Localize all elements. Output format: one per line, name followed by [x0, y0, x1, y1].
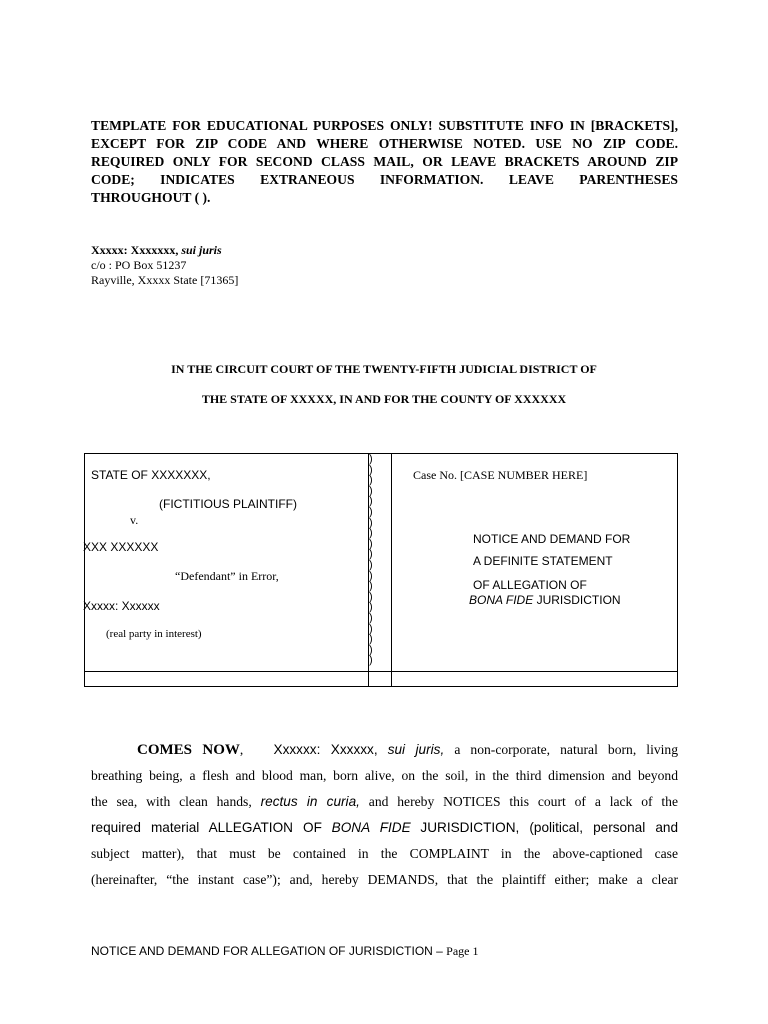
document-title-line3: OF ALLEGATION OF — [473, 578, 587, 592]
court-heading-line1: IN THE CIRCUIT COURT OF THE TWENTY-FIFTH JUDICIAL DISTRICT OF — [171, 362, 597, 376]
footer-title: NOTICE AND DEMAND FOR ALLEGATION OF JURISDICTION – — [91, 944, 443, 958]
defendant-role: “Defendant” in Error, — [175, 569, 279, 583]
plaintiff-role: (FICTITIOUS PLAINTIFF) — [159, 497, 297, 511]
body-paragraph — [91, 737, 678, 893]
page-number: Page 1 — [446, 944, 479, 958]
court-heading-line2: THE STATE OF XXXXX, IN AND FOR THE COUNTY OF XXXXXX — [201, 392, 567, 406]
versus: v. — [130, 513, 139, 527]
comes-now: COMES NOW — [137, 742, 240, 758]
sender-address-line1: c/o : PO Box 51237 — [91, 258, 187, 272]
case-number: Case No. [CASE NUMBER HERE] — [413, 468, 588, 482]
sender-name-suffix: sui juris — [181, 243, 222, 257]
real-party-role: (real party in interest) — [106, 628, 202, 640]
notice-line: TEMPLATE FOR EDUCATIONAL PURPOSES ONLY! SUBSTITUTE INFO IN [BRACKETS], — [91, 118, 678, 133]
caption-parentheses: ) ) ) ) ) ) ) ) ) ) ) ) ) ) ) ) ) ) ) ) — [369, 453, 373, 667]
sender-name: Xxxxx: Xxxxxxx, sui juris — [91, 243, 222, 257]
document-title-line4: BONA FIDE JURISDICTION — [469, 593, 621, 607]
case-caption-box — [84, 453, 678, 687]
caption-bottom-rule — [85, 671, 677, 672]
body-line: breathing being, a flesh and blood man, born alive, on the soil, in the third dimension and beyond — [91, 768, 678, 783]
notice-line: CODE; INDICATES EXTRANEOUS INFORMATION. LEAVE PARENTHESES — [91, 172, 678, 187]
body-line: required material ALLEGATION OF BONA FIDE JURISDICTION, (political, personal and — [91, 820, 678, 835]
template-notice — [91, 117, 678, 207]
body-line: the sea, with clean hands, rectus in curia, and hereby NOTICES this court of a lack of the — [91, 794, 678, 809]
defendant-name: XXX XXXXXX — [83, 540, 159, 554]
notice-line: EXCEPT FOR ZIP CODE AND WHERE OTHERWISE NOTED. USE NO ZIP CODE. — [91, 136, 678, 151]
sender-block — [91, 243, 238, 288]
plaintiff-name: STATE OF XXXXXXX, — [91, 468, 211, 482]
notice-line: THROUGHOUT ( ). — [91, 190, 211, 205]
sender-address-line2: Rayville, Xxxxx State [71365] — [91, 273, 239, 287]
real-party-name: Xxxxx: Xxxxxx — [83, 599, 160, 613]
caption-divider — [391, 454, 392, 686]
document-title-line1: NOTICE AND DEMAND FOR — [473, 532, 631, 546]
body-line: (hereinafter, “the instant case”); and, hereby DEMANDS, that the plaintiff either; make a clear — [91, 872, 678, 887]
body-line: subject matter), that must be contained in the COMPLAINT in the above-captioned case — [91, 846, 678, 861]
page-footer — [91, 944, 479, 959]
body-line: COMES NOW, Xxxxxx: Xxxxxx, sui juris, a non-corporate, natural born, living — [137, 742, 679, 758]
notice-line: REQUIRED ONLY FOR SECOND CLASS MAIL, OR LEAVE BRACKETS AROUND ZIP — [91, 154, 678, 169]
document-title-line2: A DEFINITE STATEMENT — [473, 554, 613, 568]
